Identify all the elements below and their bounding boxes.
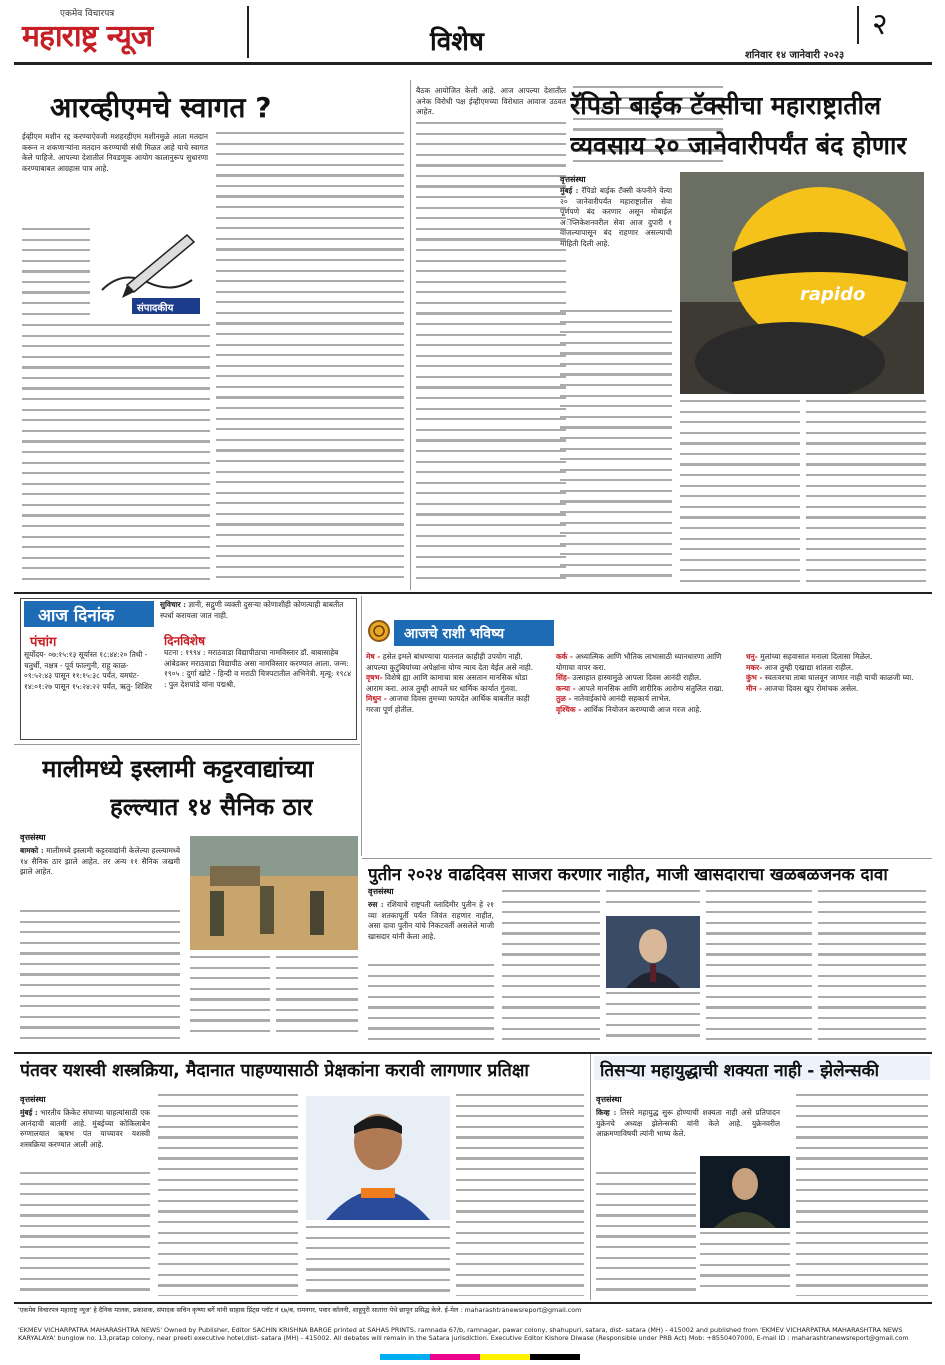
masthead-kicker: एकमेव विचारपत्र: [60, 9, 115, 19]
mali-lead-wrap: [20, 846, 180, 906]
pant-dateline: मुंबई :: [20, 1108, 38, 1117]
pant-lead: भारतीय क्रिकेट संघाच्या चाहत्यांसाठी एक आनंदाची बातमी आहे. मुंबईच्या कोकिलाबेन रुग्णालयात ऋषभ पंत याच्यावर यशस्वी शस्त्रक्रिया करण्यात आली आहे.: [20, 1108, 150, 1149]
footer-rule: [14, 1302, 932, 1304]
row-rule-4: [14, 1052, 932, 1054]
zelensky-body-3: [796, 1094, 928, 1296]
putin-body-6: [818, 890, 926, 1044]
rashi-item: वृश्चिक - आर्थिक नियोजन करण्याची आज गरज आहे.: [556, 704, 702, 714]
col-divider-mid: [361, 596, 362, 856]
putin-body-1: [368, 964, 494, 1044]
mali-dateline: बामको :: [20, 846, 44, 855]
rapido-photo: [680, 172, 924, 394]
editorial-intro: ईव्हीएम मशीन रद्द करण्याऐवजी मशहरहीएम मशीनमुळे आता मतदान करून न शकणाऱ्यांना मतदान करण्याची संधी मिळत आहे याचे स्वागत केले पाहिजे. आपल्या देशातील निवडणूक आयोग कालानुरूप सुधारणा करण्याबाबत आग्रहास पात्र आहे.: [22, 132, 208, 173]
rashi-item: मिथुन - आजचा दिवस तुमच्या फायदेत आर्थिक बाबतीत काही गरजा पूर्ण होतील.: [366, 694, 530, 714]
masthead-divider-2: [857, 6, 859, 44]
rashi-item: वृषभ- विशेषे ह्या आणि कामाचा त्रास असतान मानसिक थोडा आराम करा. आज तुम्ही आपले घर धार्मिक कार्यात गुंतवा.: [366, 673, 528, 693]
row-rule-2: [14, 744, 360, 745]
suvichar-label: सुविचार :: [160, 600, 186, 609]
col-divider-top: [410, 80, 411, 590]
rashi-item: कर्क - अध्यात्मिक आणि भौतिक लाभासाठी ध्यानधारणा आणि योगाचा वापर करा.: [556, 652, 722, 672]
dinvishesh-text: घटना : १९९४ : मराठवाडा विद्यापीठाचा नामविस्तार डॉ. बाबासाहेब आंबेडकर मराठवाडा विद्यापीठ असा नामविस्तार करण्यात आला. जन्म: १९०५ : दुर्गा खोटे - हिन्दी व मराठी चित्रपटातील अभिनेत्री. मृत्यू: १९८४ : पुल देशपांडे यांना पद्मश्री.: [164, 648, 352, 689]
pant-headline: पंतवर यशस्वी शस्त्रक्रिया, मैदानात पाहण्यासाठी प्रेक्षकांना करावी लागणार प्रतिक्षा: [20, 1061, 529, 1081]
pant-photo: [306, 1096, 450, 1220]
issue-date: शनिवार १४ जानेवारी २०२३: [745, 50, 845, 61]
top-middle-intro: बैठक आयोजित केली आहे. आज आपल्या देशातील अनेक विरोधी पक्ष ईव्हीएमच्या विरोधात आवाज उठवत आहेत.: [416, 86, 566, 117]
pant-body-1: [20, 1172, 150, 1296]
panchang-label: पंचांग: [30, 635, 57, 650]
pant-body-4: [456, 1094, 584, 1296]
panchang-text: सूर्योदय- ०७:१५:१३ सूर्यास्त १८:४४:२० तिथी - चतुर्थी, नक्षत्र - पूर्व फाल्गुनी, राहू काळ- ०९:५२:४३ पासून ११:१५:३८ पर्यंत, यमघंट- १४:०१:२७ पासून १५:२४:२२ पर्यंत, ऋतु- शिशिर: [24, 650, 152, 691]
pant-lead-wrap: [20, 1108, 150, 1168]
rashi-item: धनु- मुलांच्या सहवासात मनाला दिलासा मिळेल.: [746, 652, 873, 661]
mali-lead: मालीमध्ये इस्लामी कट्टरवाद्यांनी केलेल्या हल्ल्यामध्ये १४ सैनिक ठार झाले आहेत. तर अन्य ११ सैनिक जखमी झाले आहेत.: [20, 846, 180, 877]
rapido-body-3: [806, 400, 926, 588]
masthead-rule: [14, 62, 932, 65]
print-colour-strip: [380, 1354, 580, 1360]
rapido-body-1: [560, 310, 672, 588]
aajdinank-title: आज दिनांक: [24, 601, 154, 627]
zelensky-photo: [700, 1156, 790, 1228]
zelensky-body-1: [596, 1172, 696, 1296]
zelensky-lead: तिसरे महायुद्ध सुरू होण्याची शक्यता नाही असे प्रतिपादन युक्रेनचे अध्यक्ष झेलेन्सकी यांनी केले आहे. युक्रेनवरील आक्रमणाविषयी त्यांनी भाष्य केले.: [596, 1108, 780, 1139]
rashi-title: आजचे राशी भविष्य: [394, 620, 554, 646]
editorial-logo-text: संपादकीय: [137, 303, 174, 314]
mali-source: वृत्तसंस्था: [20, 833, 46, 842]
suvichar-wrap: [160, 600, 354, 628]
top-middle-body-1: [416, 122, 566, 586]
soldiers-image-icon: [190, 836, 358, 950]
mali-headline-1: मालीमध्ये इस्लामी कट्टरवाद्यांच्या: [42, 755, 314, 783]
editorial-body-col1b: [22, 324, 210, 586]
rashi-item: सिंह- उत्साहात हास्यामुळे आपला दिवस आनंदी राहील.: [556, 673, 702, 683]
rashi-item: मीन - आजचा दिवस खूप रोमांचक असेल.: [746, 683, 859, 693]
putin-headline: पुतीन २०२४ वाढदिवस साजरा करणार नाहीत, माजी खासदाराचा खळबळजनक दावा: [368, 865, 888, 885]
rapido-dateline: मुंबई :: [560, 186, 579, 195]
mali-headline-2: हल्ल्यात १४ सैनिक ठार: [110, 793, 313, 821]
rashi-item: मेष - हसेत इमले बांधण्याचा यातनात काहीही उपयोग नाही. आपल्या कुटुंबियांच्या अपेक्षांना योग्य न्याय देता येईल असे नाही.: [366, 652, 534, 672]
rashi-emblem: [368, 620, 390, 642]
pant-body-2: [158, 1094, 298, 1296]
zodiac-wheel-icon: [370, 622, 388, 640]
footer-line1: 'एकमेव विचारपत्र महाराष्ट्र न्यूज' हे दैनिक मालक, प्रकाशक, संपादक सचिन कृष्णा बर्गे यांनी साहास प्रिंट्स प्लॉट नं ६७/ब, रामनगर, पवार कॉलनी, शाहूपुरी सातारा येथे छापून प्रसिद्ध केले. ई-मेल : maharashtranewsreport@gmail.com: [18, 1306, 582, 1314]
mali-body-3: [276, 956, 358, 1042]
footer-line2: 'EKMEV VICHARPATRA MAHARASHTRA NEWS' Owned by Publisher, Editor SACHIN KRISHNA BARGE printed at SAHAS PRINTS, ramnada 67/b, ramnagar, pawar colony, shahupuri, satara, dist- satara (MH) - 415002 and published from 'EKMEV VICHARPATRA MAHARASHTRA NEWS KARYALAYA' bunglow no. 13,pratap colony, near preeti executive hotel,dist- satara (MH) - 415002. All debates will remain in the Satara jurisdiction. Executive Editor Kishore Diwase (Responsible under PRB Act) Mob: +8550407000, E-mail ID : maharashtranewsreport@gmail.com: [18, 1326, 909, 1342]
row-rule-3: [362, 858, 932, 859]
rider-helmet-icon: [680, 172, 924, 394]
rashi-item: कुंभ - स्वतःवरचा ताबा घालवून जाणार नाही याची काळजी घ्या.: [746, 673, 914, 683]
masthead-divider-1: [247, 6, 249, 58]
suvichar-text: ज्ञानी, सद्गुणी व्यक्ती दुसऱ्या कोणाशीही कोणत्याही बाबतीत स्पर्धा करायला जात नाही.: [160, 600, 344, 620]
putin-body-3: [606, 890, 700, 912]
page-number: २: [872, 7, 888, 42]
rashi-list: [366, 652, 926, 852]
putin-portrait-icon: [606, 916, 700, 988]
row-rule-1: [14, 592, 932, 594]
rapido-lead: रॅपिडो बाईक टॅक्सी कंपनीने येत्या २० जानेवारीपर्यंत महाराष्ट्रातील सेवा पूर्णपणे बंद करणार असून मोबाईल अॅप्लिकेशनवरील सेवा आज दुपारी १ वाजल्यापासून बंद राहणार असल्याची माहिती दिली आहे.: [560, 186, 672, 248]
pant-portrait-icon: [306, 1096, 450, 1220]
zelensky-body-2: [700, 1232, 790, 1296]
rapido-headline-1: रॅपिडो बाईक टॅक्सीचा महाराष्ट्रातील: [570, 91, 882, 120]
zelensky-portrait-icon: [700, 1156, 790, 1228]
pant-body-3: [306, 1226, 450, 1296]
masthead-name: महाराष्ट्र न्यूज: [22, 19, 153, 54]
rapido-helmet-text: rapido: [800, 284, 866, 305]
pant-source: वृत्तसंस्था: [20, 1095, 46, 1104]
editorial-title: आरव्हीएमचे स्वागत ?: [50, 91, 272, 124]
zelensky-headline: तिसऱ्या महायुद्धाची शक्यता नाही - झेलेन्सकी: [600, 1061, 880, 1081]
editorial-logo: [92, 230, 212, 320]
rashi-item: कन्या - आपले मानसिक आणि शारीरिक आरोग्य संतुलित राखा.: [556, 683, 724, 693]
zelensky-dateline: किव्ह :: [596, 1108, 617, 1117]
putin-body-2: [502, 890, 600, 1044]
rapido-headline-2: व्यवसाय २० जानेवारीपर्यंत बंद होणार: [570, 131, 907, 160]
rashi-item: तुळ - नातेवाईकांचे आनंदी सहकार्य लाभेल.: [556, 694, 671, 704]
mali-photo: [190, 836, 358, 950]
dinvishesh-label: दिनविशेष: [164, 634, 206, 648]
putin-body-5: [706, 890, 812, 1044]
editorial-body-col1: [22, 228, 90, 320]
putin-lead-wrap: [368, 900, 494, 960]
zelensky-source: वृत्तसंस्था: [596, 1095, 622, 1104]
section-label: विशेष: [430, 27, 484, 57]
putin-source: वृत्तसंस्था: [368, 887, 394, 896]
putin-body-4: [606, 992, 700, 1044]
rapido-source: वृत्तसंस्था: [560, 175, 586, 184]
rapido-lead-wrap: [560, 186, 672, 306]
col-divider-bottom: [590, 1054, 591, 1300]
putin-lead: रशियाचे राष्ट्रपती व्लादिमीर पुतीन हे २१ व्या शतकापूर्ती पर्यंत जिवंत राहणार नाहीत, असा दावा पुतीन यांचे निकटवर्ती असलेले माजी खासदार यांनी केला आहे.: [368, 900, 494, 941]
rapido-body-2: [680, 400, 800, 588]
rashi-item: मकर- आज तुम्ही एखाद्या शांतता राहील.: [746, 662, 854, 672]
mali-body-1: [20, 910, 180, 1040]
putin-photo: [606, 916, 700, 988]
putin-dateline: रुस :: [368, 900, 384, 909]
editorial-body-col2: [216, 132, 404, 588]
mali-body-2: [190, 956, 270, 1042]
